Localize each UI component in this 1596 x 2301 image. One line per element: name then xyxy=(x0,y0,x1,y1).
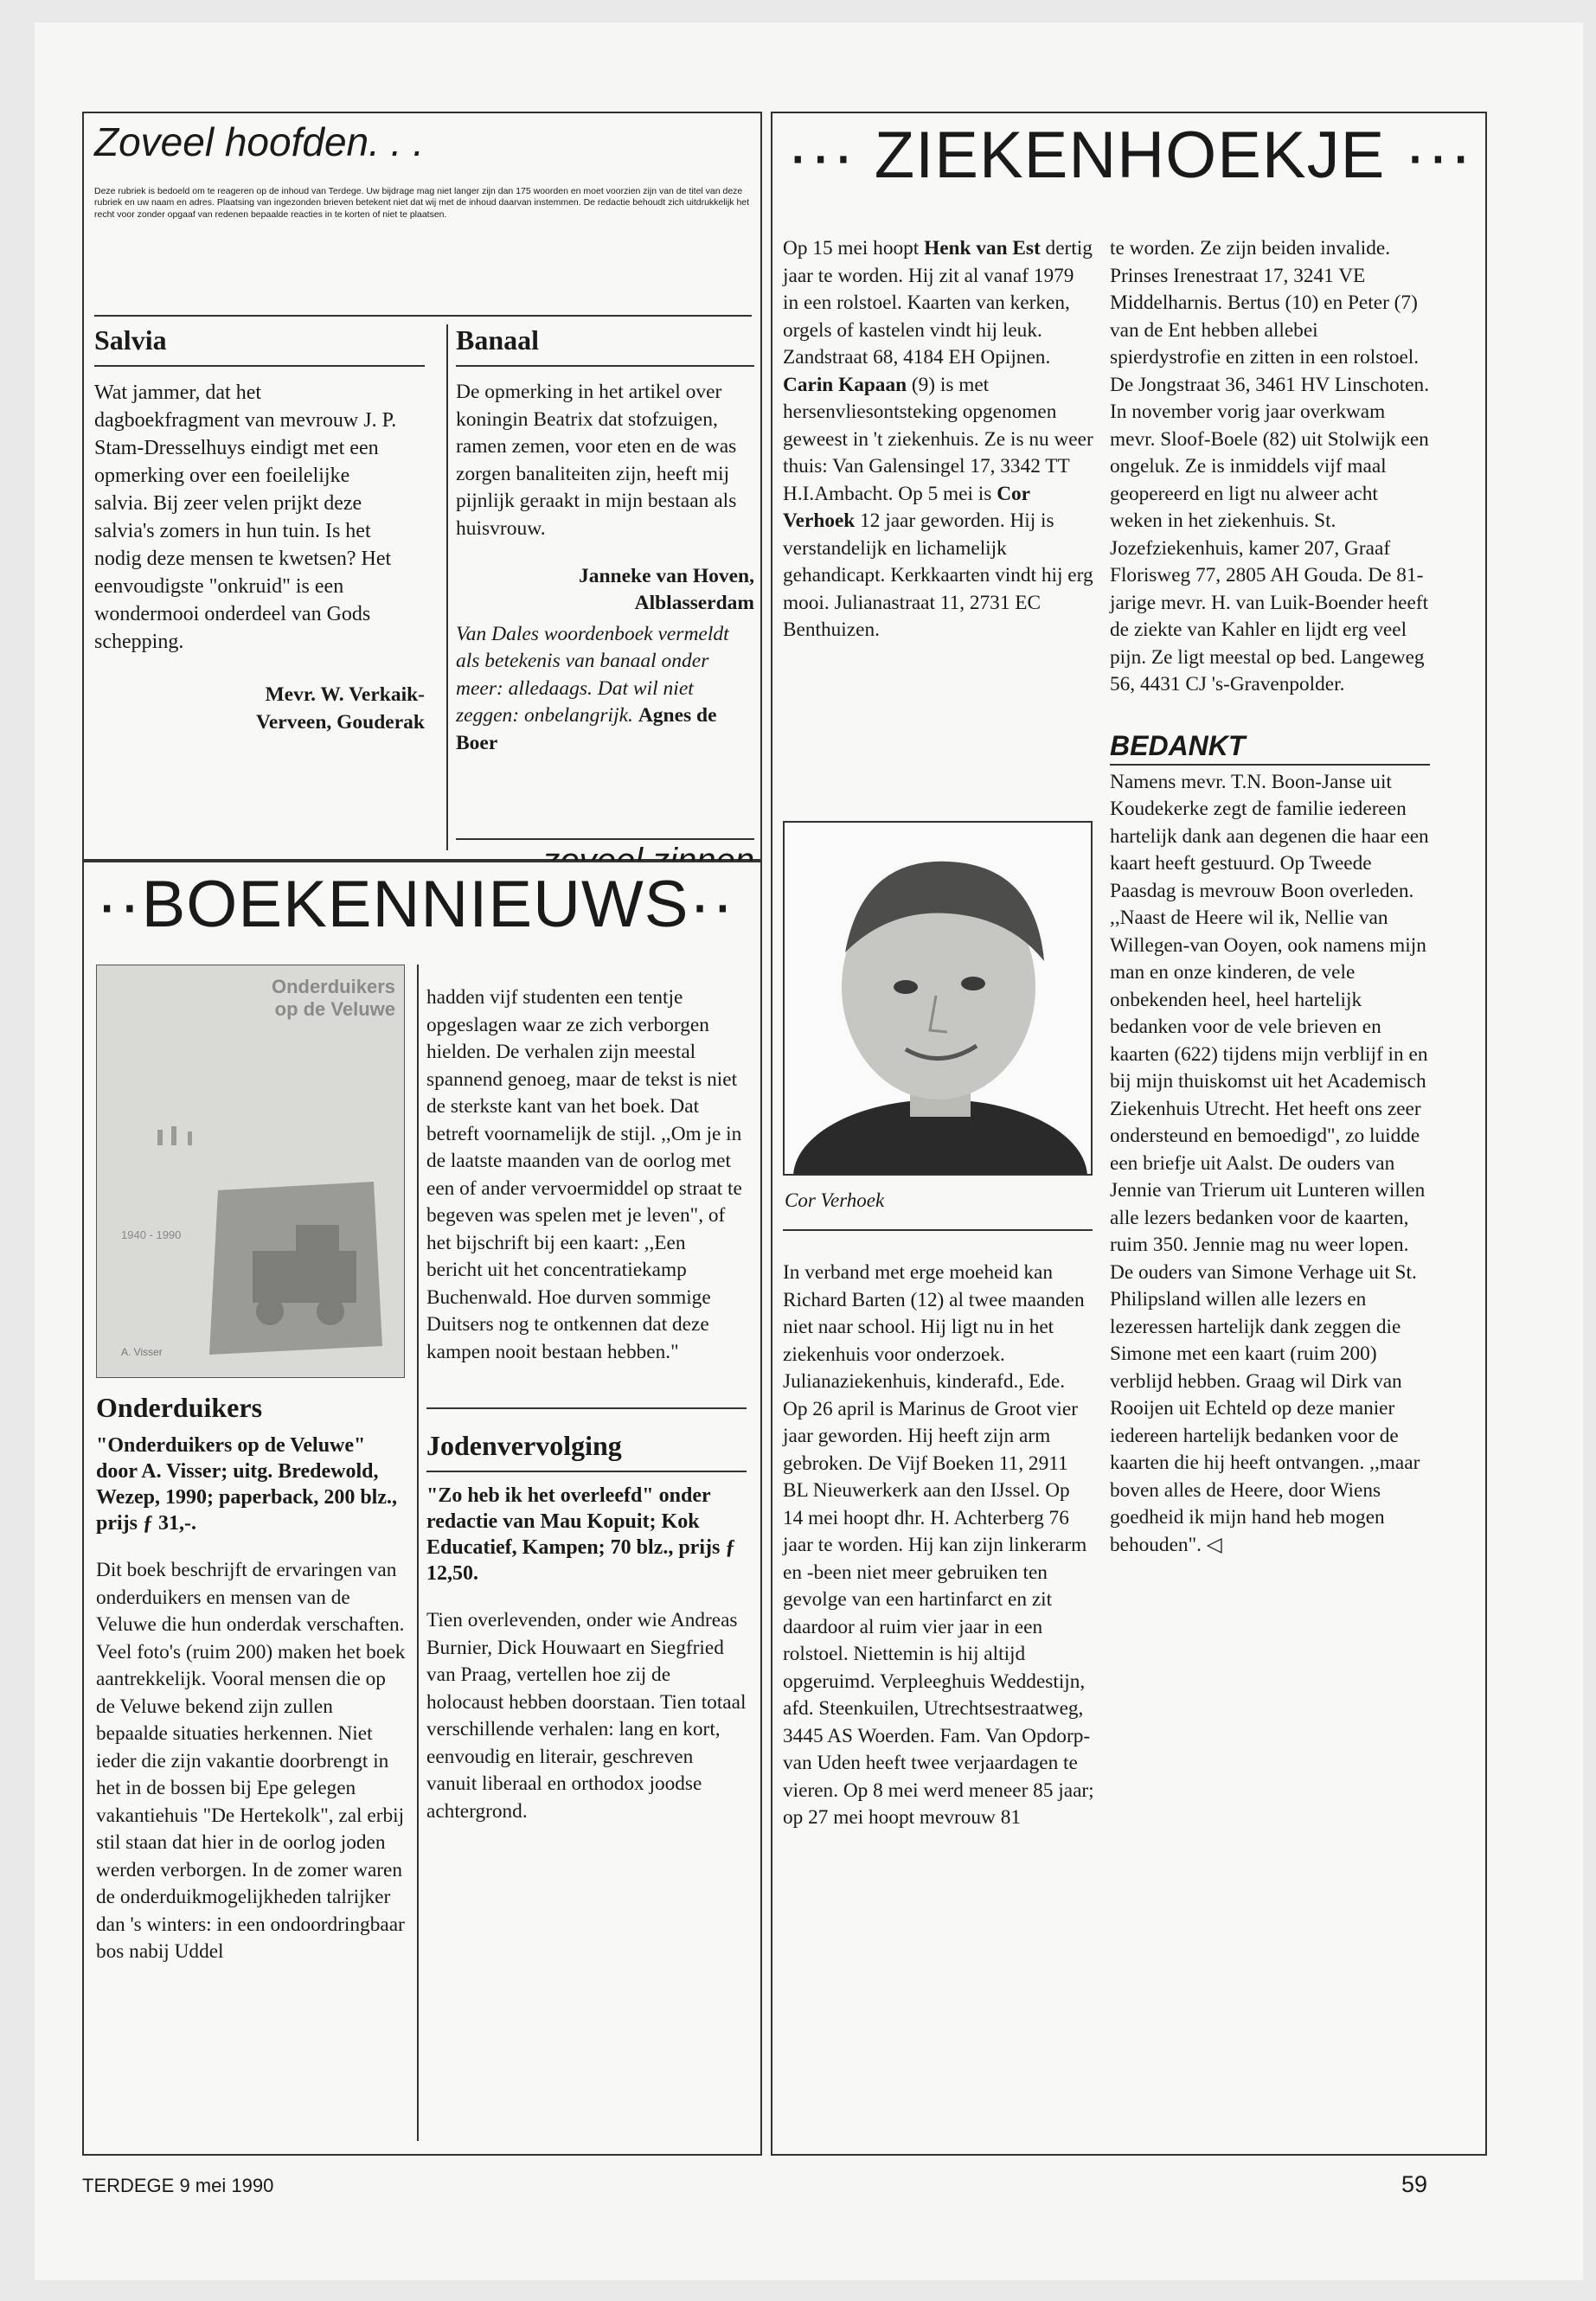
salvia-signature-2: Verveen, Gouderak xyxy=(256,710,425,734)
letters-title: Zoveel hoofden. . . xyxy=(94,119,425,164)
portrait-illustration xyxy=(785,823,1091,1174)
entry-name-carin: Carin Kapaan xyxy=(783,373,907,396)
sick-column-2 xyxy=(1110,215,1430,1580)
letters-divider xyxy=(94,315,752,317)
onderduikers-heading: Onderduikers xyxy=(96,1392,263,1423)
entry-text-cor: 12 jaar geworden. Hij is verstandelijk en lichamelijk gehandicapt. Kerkkaarten vindt hij erg mooi. Julianastraat 11, 2731 EC Benthuizen. xyxy=(783,510,1093,642)
page-footer-issue: TERDEGE 9 mei 1990 xyxy=(82,2175,274,2196)
banaal-underline xyxy=(456,365,754,367)
onderduikers-review-part-2: hadden vijf studenten een tentje opgeslagen waar ze zich verborgen hielden. De verhalen zijn meestal spannend genoeg, maar de tekst is niet de sterkste kant van het boek. Dat betreft voornamelijk de stijl. ,,Om je in de laatste maanden van de oorlog met een of ander vervoermiddel op straat te begeven was spelen met je leven", of het bijschrift bij een kaart: ,,Een bericht uit het concentratiekamp Buchenwald. Hoe durven sommige Duitsers nog te ontkennen dat deze kampen nooit bestaan hebben." xyxy=(426,986,742,1363)
letters-box xyxy=(82,112,762,861)
books-title: ··BOEKENNIEUWS·· xyxy=(96,868,734,941)
page-number: 59 xyxy=(1401,2171,1428,2197)
sick-column-1 xyxy=(783,215,1094,664)
jodenvervolging-underline xyxy=(426,1471,747,1472)
sick-intro-entries xyxy=(783,235,1094,644)
sick-corner-box xyxy=(771,112,1487,2156)
cover-title-line-1: Onderduikers xyxy=(271,976,395,997)
banaal-body: De opmerking in het artikel over koningin Beatrix dat stofzuigen, ramen zemen, voor eten en de was zorgen banaliteiten zijn, heeft mij pijnlijk geraakt in mijn bestaan als huisvrouw. xyxy=(456,381,737,540)
banaal-reply-signature: Agnes de Boer xyxy=(456,704,717,754)
letters-intro: Deze rubriek is bedoeld om te reageren op de inhoud van Terdege. Uw bijdrage mag niet langer zijn dan 175 woorden en moet voorzien zijn van de titel van deze rubriek en uw naam en adres. Plaatsing van ingezonden brieven betekent niet dat wij met de inhoud daarvan instemmen. De redactie behoudt zich uitdrukkelijk het recht voor zonder opgaaf van redenen bepaalde reacties in te korten of niet te plaatsen. xyxy=(94,186,750,220)
photo-caption: Cor Verhoek xyxy=(785,1189,885,1211)
jodenvervolging-heading: Jodenvervolging xyxy=(426,1430,622,1462)
bedankt-underline xyxy=(1110,764,1430,766)
banaal-reply xyxy=(456,621,754,758)
bedankt-heading: BEDANKT xyxy=(1110,729,1246,761)
books-right-column xyxy=(426,965,747,1846)
salvia-body: Wat jammer, dat het dagboekfragment van mevrouw J. P. Stam-Dresselhuys eindigt met een opmerking over een foeilelijke salvia. Bij zeer velen prijkt deze salvia's zomers in hun tuin. Is het nodig deze mensen te kwetsen? Het eenvoudigste "onkruid" is een wondermooi onderdeel van Gods schepping. xyxy=(94,381,397,653)
books-column-rule xyxy=(417,965,419,2141)
banaal-reply-text: Van Dales woordenboek vermeldt als betekenis van banaal onder meer: alledaags. Dat wil niet zeggen: onbelangrijk. xyxy=(456,622,729,727)
sick-column-2-entries: te worden. Ze zijn beiden invalide. Prinses Irenestraat 17, 3241 VE Middelharnis. Bertus (10) en Peter (7) van de Ent hebben allebei spierdystrofie en zitten in een rolstoel. De Jongstraat 36, 3461 HV Linschoten. In november vorig jaar overkwam mevr. Sloof-Boele (82) uit Stolwijk een ongeluk. Ze is inmiddels vijf maal geopereerd en ligt nu alweer acht weken in het ziekenhuis. St. Jozefziekenhuis, kamer 207, Graaf Florisweg 77, 2805 AH Gouda. De 81-jarige mevr. H. van Luik-Boender heeft de ziekte van Kahler en lijdt erg veel pijn. Ze ligt meestal op bed. Langeweg 56, 4431 CJ 's-Gravenpolder. xyxy=(1110,237,1430,696)
jodenvervolging-review: Tien overlevenden, onder wie Andreas Burnier, Dick Houwaart en Siegfried van Praag, vertellen hoe zij de holocaust hebben doorstaan. Tien totaal verschillende verhalen: lang en kort, eenvoudig en literair, geschreven vanuit liberaal en orthodox joodse achtergrond. xyxy=(426,1609,747,1823)
cor-verhoek-photo xyxy=(783,821,1093,1176)
entry-text-henk: dertig jaar te worden. Hij zit al vanaf 1979 in een rolstoel. Kaarten van kerken, orgels of kastelen vindt hij leuk. Zandstraat 68, 4184 EH Opijnen. xyxy=(783,237,1093,369)
cover-years: 1940 - 1990 xyxy=(121,1228,182,1241)
salvia-letter xyxy=(94,324,432,736)
entry-name-henk: Henk van Est xyxy=(924,237,1041,260)
book-cover xyxy=(96,965,405,1378)
jodenvervolging-rule xyxy=(426,1407,747,1409)
cover-title-line-2: op de Veluwe xyxy=(274,998,395,1020)
books-left-column xyxy=(96,1392,407,1986)
entry-text-carin: (9) is met hersenvliesontsteking opgenomen geweest in 't ziekenhuis. Ze is nu weer thuis: Van Galensingel 17, 3342 TT H.I.Ambacht. xyxy=(783,373,1093,505)
sick-corner-title: ··· ZIEKENHOEKJE ··· xyxy=(786,119,1473,192)
salvia-heading: Salvia xyxy=(94,324,167,356)
cover-illustration xyxy=(97,965,404,1377)
entry-prefix-1: Op 15 mei hoopt xyxy=(783,237,925,260)
entry-name-cor: Cor Verhoek xyxy=(783,482,1030,533)
caption-rule xyxy=(783,1229,1093,1231)
entry-prefix-cor: Op 5 mei is xyxy=(898,482,997,505)
salvia-signature-1: Mevr. W. Verkaik- xyxy=(265,683,425,706)
onderduikers-review-part-1: Dit boek beschrijft de ervaringen van onderduikers en mensen van de Veluwe die hun onderdak verschaften. Veel foto's (ruim 200) maken het boek aantrekkelijk. Vooral mensen die op de Veluwe bekend zijn zullen bepaalde situaties herkennen. Niet ieder die zijn vakantie doorbrengt in het in de bossen bij Epe gelegen vakantiehuis "De Hertekolk", zal erbij stil staan dat hier in de oorlog joden werden verborgen. In de zomer waren de onderduikmogelijkheden talrijker dan 's winters: in een ondoordringbaar bos nabij Uddel xyxy=(96,1559,406,1963)
banaal-signature-2: Alblasserdam xyxy=(634,592,754,614)
salvia-underline xyxy=(94,365,425,367)
onderduikers-bibliography: "Onderduikers op de Veluwe" door A. Visser; uitg. Bredewold, Wezep, 1990; paperback, 200 blz., prijs ƒ 31,-. xyxy=(96,1434,397,1535)
banaal-signature-1: Janneke van Hoven, xyxy=(578,564,754,587)
zinnen-rule xyxy=(456,838,754,840)
bedankt-text: Namens mevr. T.N. Boon-Janse uit Koudekerke zegt de familie iedereen hartelijk dank aan degenen die haar een kaart heeft gestuurd. Op Tweede Paasdag is mevrouw Boon overleden. ,,Naast de Heere wil ik, Nellie van Willegen-van Ooyen, ook namens mijn man en onze kinderen, de vele onbekenden heel, heel hartelijk bedanken voor de vele brieven en kaarten (622) tijdens mijn verblijf in en bij mijn thuiskomst uit het Academisch Ziekenhuis Utrecht. Het heeft ons zeer ondersteund en bemoedigd", zo luidde een briefje uit Aalst. De ouders van Jennie van Trierum uit Lunteren willen alle lezers bedanken voor de kaarten, ruim 350. Jennie mag nu weer lopen. De ouders van Simone Verhage uit St. Philipsland willen alle lezers en lezeressen hartelijk dank zeggen die Simone met een kaart (ruim 200) verblijd hebben. Graag wil Dirk van Rooijen uit Echteld op deze manier iedereen hartelijk bedanken voor de kaarten die hij heeft ontvangen. ,,maar boven alles de Heere, door Wiens goedheid ik mijn hand heb mogen behouden". ◁ xyxy=(1110,770,1429,1556)
magazine-page xyxy=(35,22,1583,2280)
column-rule xyxy=(446,324,448,850)
banaal-heading: Banaal xyxy=(456,324,540,356)
sick-column-1b: In verband met erge moeheid kan Richard Barten (12) al twee maanden niet naar school. Hij ligt nu in het ziekenhuis voor onderzoek. Julianaziekenhuis, kinderafd., Ede. Op 26 april is Marinus de Groot vier jaar geworden. Hij heeft zijn arm gebroken. De Vijf Boeken 11, 2911 BL Nieuwerkerk aan den IJssel. Op 14 mei hoopt dhr. H. Achterberg 76 jaar te worden. Hij kan zijn linkerarm en -been niet meer gebruiken ten gevolge van een hartinfarct en zit daardoor al ruim vier jaar in een rolstoel. Niettemin is hij altijd opgeruimd. Verpleeghuis Weddestijn, afd. Steenkuilen, Utrechtsestraatweg, 3445 AS Woerden. Fam. Van Opdorp-van Uden heeft twee verjaardagen te vieren. Op 8 mei werd meneer 85 jaar; op 27 mei hoopt mevrouw 81 xyxy=(783,1261,1094,1830)
books-box xyxy=(82,861,762,2156)
cover-author: A. Visser xyxy=(121,1346,163,1358)
banaal-letter xyxy=(456,324,754,778)
jodenvervolging-bibliography: "Zo heb ik het overleefd" onder redactie van Mau Kopuit; Kok Educatief, Kampen; 70 blz., prijs ƒ 12,50. xyxy=(426,1484,736,1586)
